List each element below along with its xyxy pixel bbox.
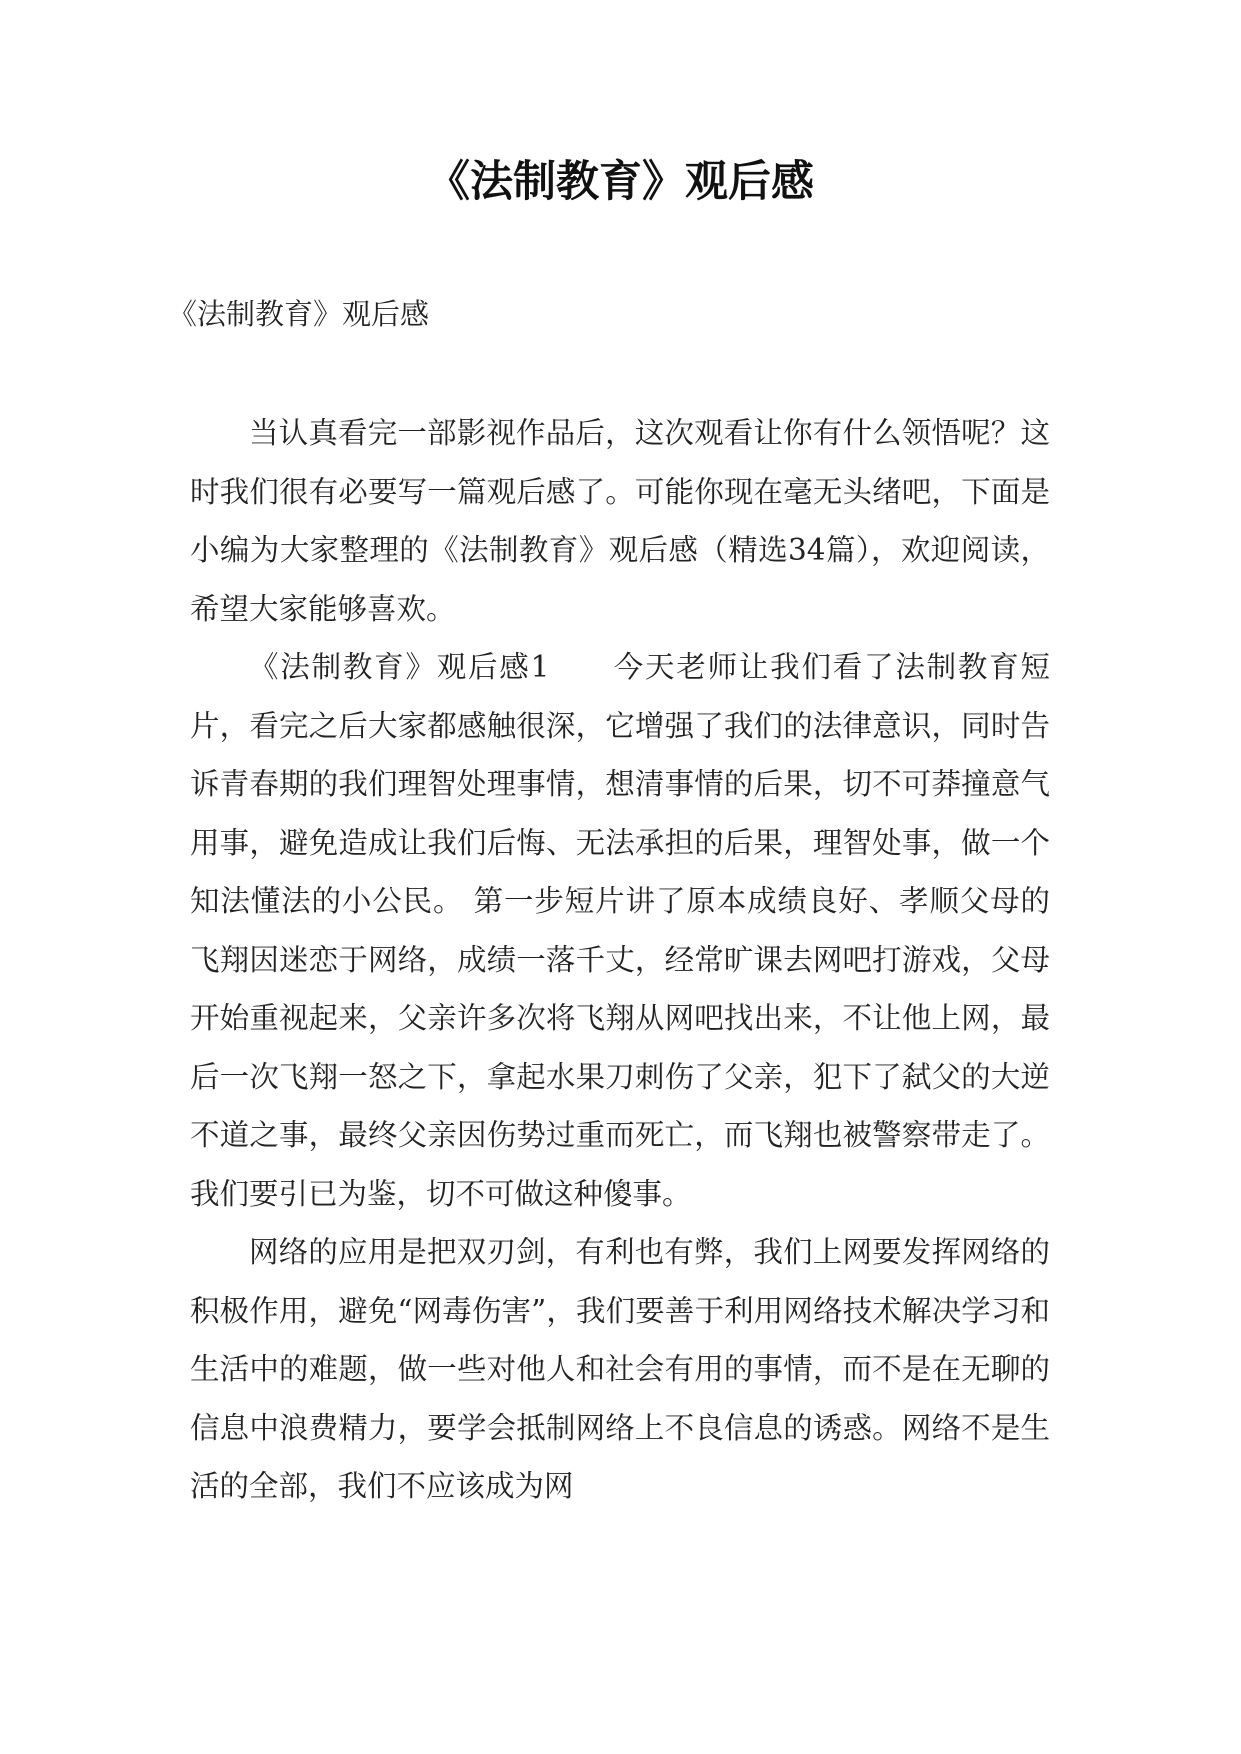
document-subtitle: 《法制教育》观后感 [168, 297, 430, 331]
document-title: 《法制教育》观后感 [427, 157, 814, 207]
paragraph-internet: 网络的应用是把双刃剑，有利也有弊，我们上网要发挥网络的积极作用，避免“网毒伤害”，我们要善于利用网络技术解决学习和生活中的难题，做一些对他人和社会有用的事情，而不是在无聊的信息中浪费精力，要学会抵制网络上不良信息的诱惑。网络不是生活的全部，我们不应该成为网 [190, 1235, 1050, 1503]
document-body [190, 404, 1050, 1516]
paragraph-intro: 当认真看完一部影视作品后，这次观看让你有什么领悟呢？这时我们很有必要写一篇观后感了。可能你现在毫无头绪吧，下面是小编为大家整理的《法制教育》观后感（精选34篇），欢迎阅读，希望大家能够喜欢。 [190, 416, 1050, 626]
paragraph-essay-1: 《法制教育》观后感1 今天老师让我们看了法制教育短片，看完之后大家都感触很深，它增强了我们的法律意识，同时告诉青春期的我们理智处理事情，想清事情的后果，切不可莽撞意气用事，避免造成让我们后悔、无法承担的后果，理智处事，做一个知法懂法的小公民。 第一步短片讲了原本成绩良好、孝顺父母的飞翔因迷恋于网络，成绩一落千丈，经常旷课去网吧打游戏，父母开始重视起来，父亲许多次将飞翔从网吧找出来，不让他上网，最后一次飞翔一怒之下，拿起水果刀刺伤了父亲，犯下了弑父的大逆不道之事，最终父亲因伤势过重而死亡，而飞翔也被警察带走了。我们要引已为鉴，切不可做这种傻事。 [190, 650, 1050, 1211]
